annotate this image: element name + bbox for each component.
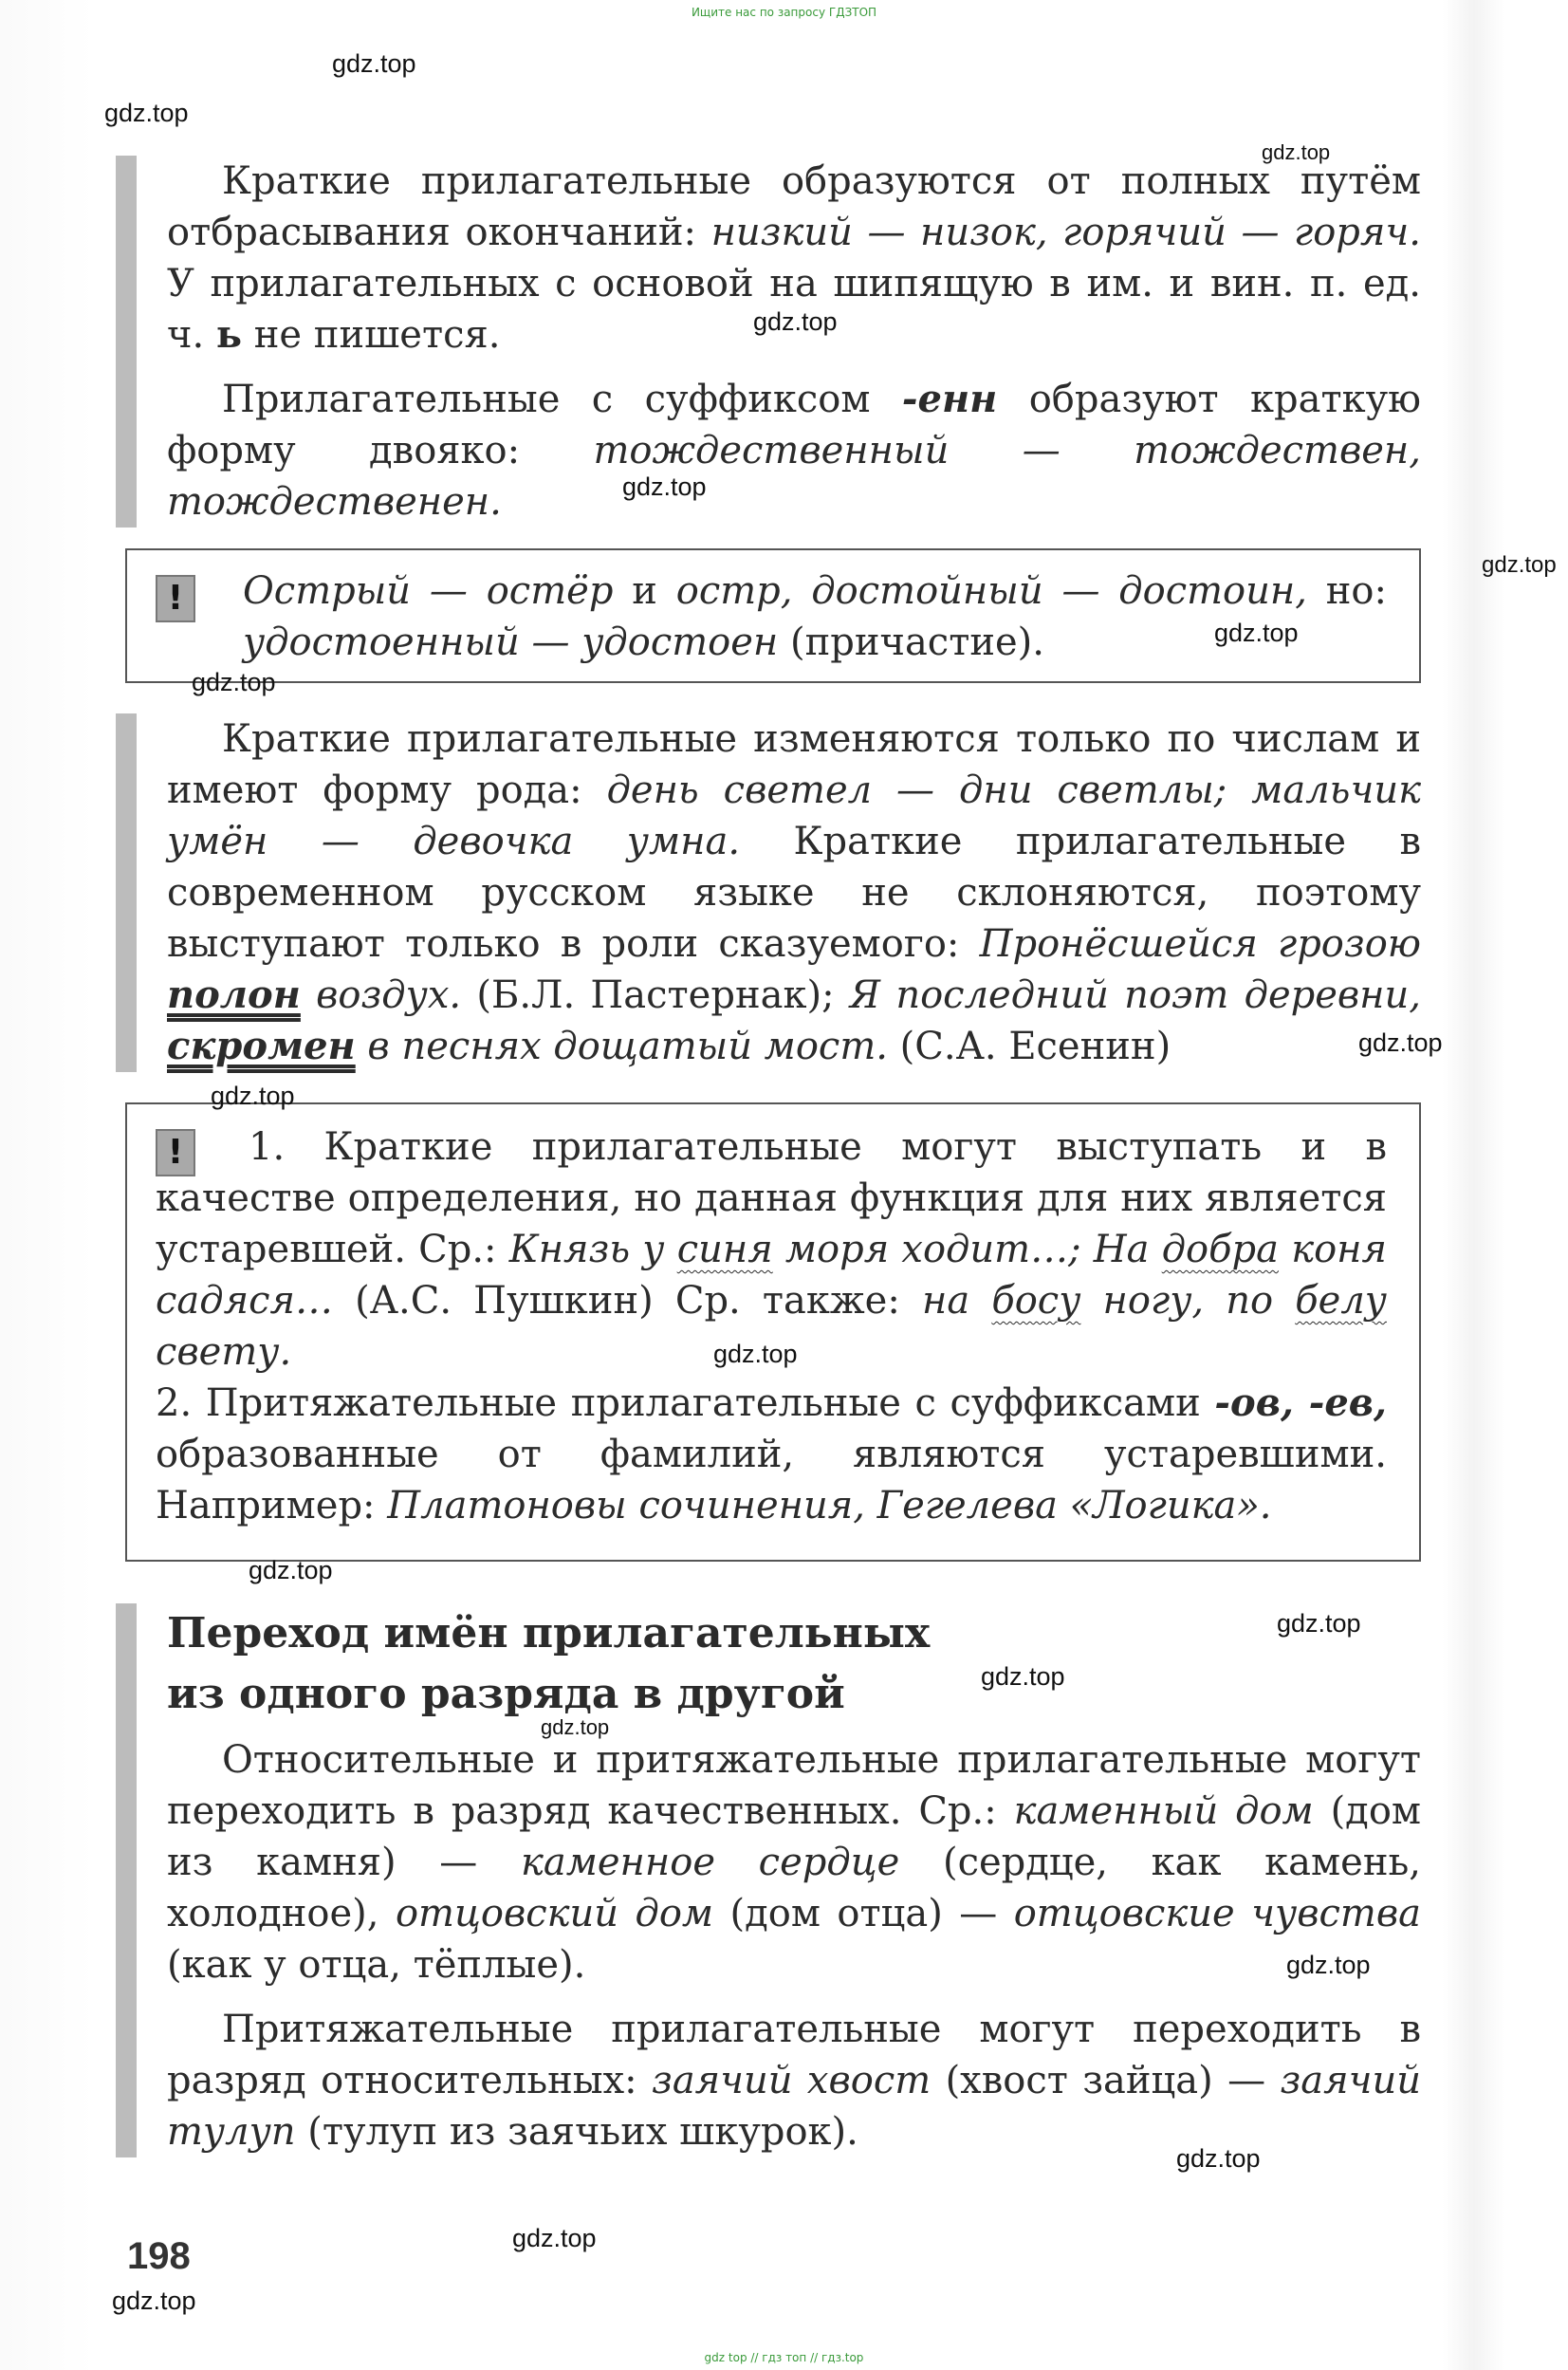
paragraph: Притяжательные прилагательные могут переходить в разряд относительных: заячий хвост (хвост зайца) — заячий тулуп (тулуп из заячьих шкурок). [167, 2008, 1422, 2154]
gray-margin-bar [116, 713, 137, 1072]
paragraph: Краткие прилагательные образуются от полных путём отбрасывания окончаний: низкий — низок, горячий — горяч. У прилагательных с основой на шипящую в им. и вин. п. ед. ч. ь не пишется. [167, 159, 1421, 357]
watermark: gdz.top [112, 2287, 196, 2315]
watermark: gdz.top [1286, 1951, 1371, 1979]
paragraph: Относительные и притяжательные прилагательные могут переходить в разряд качественных. Ср.: каменный дом (дом из камня) — каменное сердце (сердце, как камень, холодное), отцовский дом (дом отца) — отцовские чувства (как у отца, тёплые). [167, 1738, 1422, 1987]
gray-margin-bar [116, 1603, 137, 2157]
watermark: gdz.top [622, 472, 707, 501]
exclamation-icon: ! [156, 1129, 195, 1176]
note2-point2: 2. Притяжательные прилагательные с суффиксами -ов, -ев, образованные от фамилий, являются устаревшими. Например: Платоновы сочинения, Гегелева «Логика». [156, 1380, 1387, 1528]
watermark: gdz.top [249, 1556, 333, 1584]
watermark: gdz.top [1358, 1028, 1443, 1057]
paragraph: Краткие прилагательные изменяются только по числам и имеют форму рода: день светел — дни светлы; мальчик умён — девочка умна. Краткие прилагательные в современном русском языке не склоняются, поэтому выступают только в роли сказуемого: Пронёсшейся грозою полон воздух. (Б.Л. Пастернак); Я последний поэт деревни, скромен в песнях дощатый мост. (С.А. Есенин) [167, 717, 1422, 1068]
watermark: gdz.top [211, 1082, 295, 1110]
block1-text [167, 156, 1421, 528]
watermark: gdz.top [104, 99, 189, 127]
note-box-1 [125, 548, 1421, 683]
adjective-category-transition [116, 1603, 1421, 2157]
watermark: gdz.top [1262, 140, 1331, 164]
short-adjectives-usage [116, 713, 1421, 1072]
watermark: gdz.top [981, 1662, 1065, 1691]
section-heading: Переход имён прилагательных из одного разряда в другой [167, 1609, 931, 1718]
bottom-note: gdz top // гдз топ // гдз.top [704, 2351, 864, 2364]
watermark: gdz.top [332, 49, 416, 78]
watermark: gdz.top [192, 668, 276, 696]
page-number: 198 [127, 2235, 191, 2277]
top-search-note: Ищите нас по запросу ГДЗТОП [691, 6, 877, 19]
note-box-2 [125, 1102, 1421, 1562]
block3-text [167, 1603, 1421, 2157]
watermark: gdz.top [1277, 1609, 1361, 1638]
watermark: gdz.top [753, 307, 838, 336]
watermark: gdz.top [541, 1715, 610, 1739]
watermark: gdz.top [713, 1340, 798, 1368]
watermark: gdz.top [1482, 552, 1557, 578]
watermark: gdz.top [512, 2224, 597, 2252]
paragraph: Прилагательные с суффиксом -енн образуют краткую форму двояко: тождественный — тождествен, тождественен. [167, 377, 1421, 524]
block2-text [167, 713, 1421, 1072]
watermark: gdz.top [1214, 619, 1299, 647]
note2-text: 1. Краткие прилагательные могут выступать и в качестве определения, но данная функция для них является устаревшей. Ср.: Князь у синя моря ходит…; На добра коня садяся… (А.С. Пушкин) Ср. также: на босу ногу, по белу свету. [156, 1125, 1388, 1374]
note1-text: Острый — остёр и остр, достойный — достоин, но: удостоенный — удостоен (причастие). [243, 569, 1387, 664]
short-adjectives-formation [116, 156, 1421, 528]
gray-margin-bar [116, 156, 137, 528]
exclamation-icon: ! [156, 575, 195, 622]
watermark: gdz.top [1176, 2144, 1261, 2173]
